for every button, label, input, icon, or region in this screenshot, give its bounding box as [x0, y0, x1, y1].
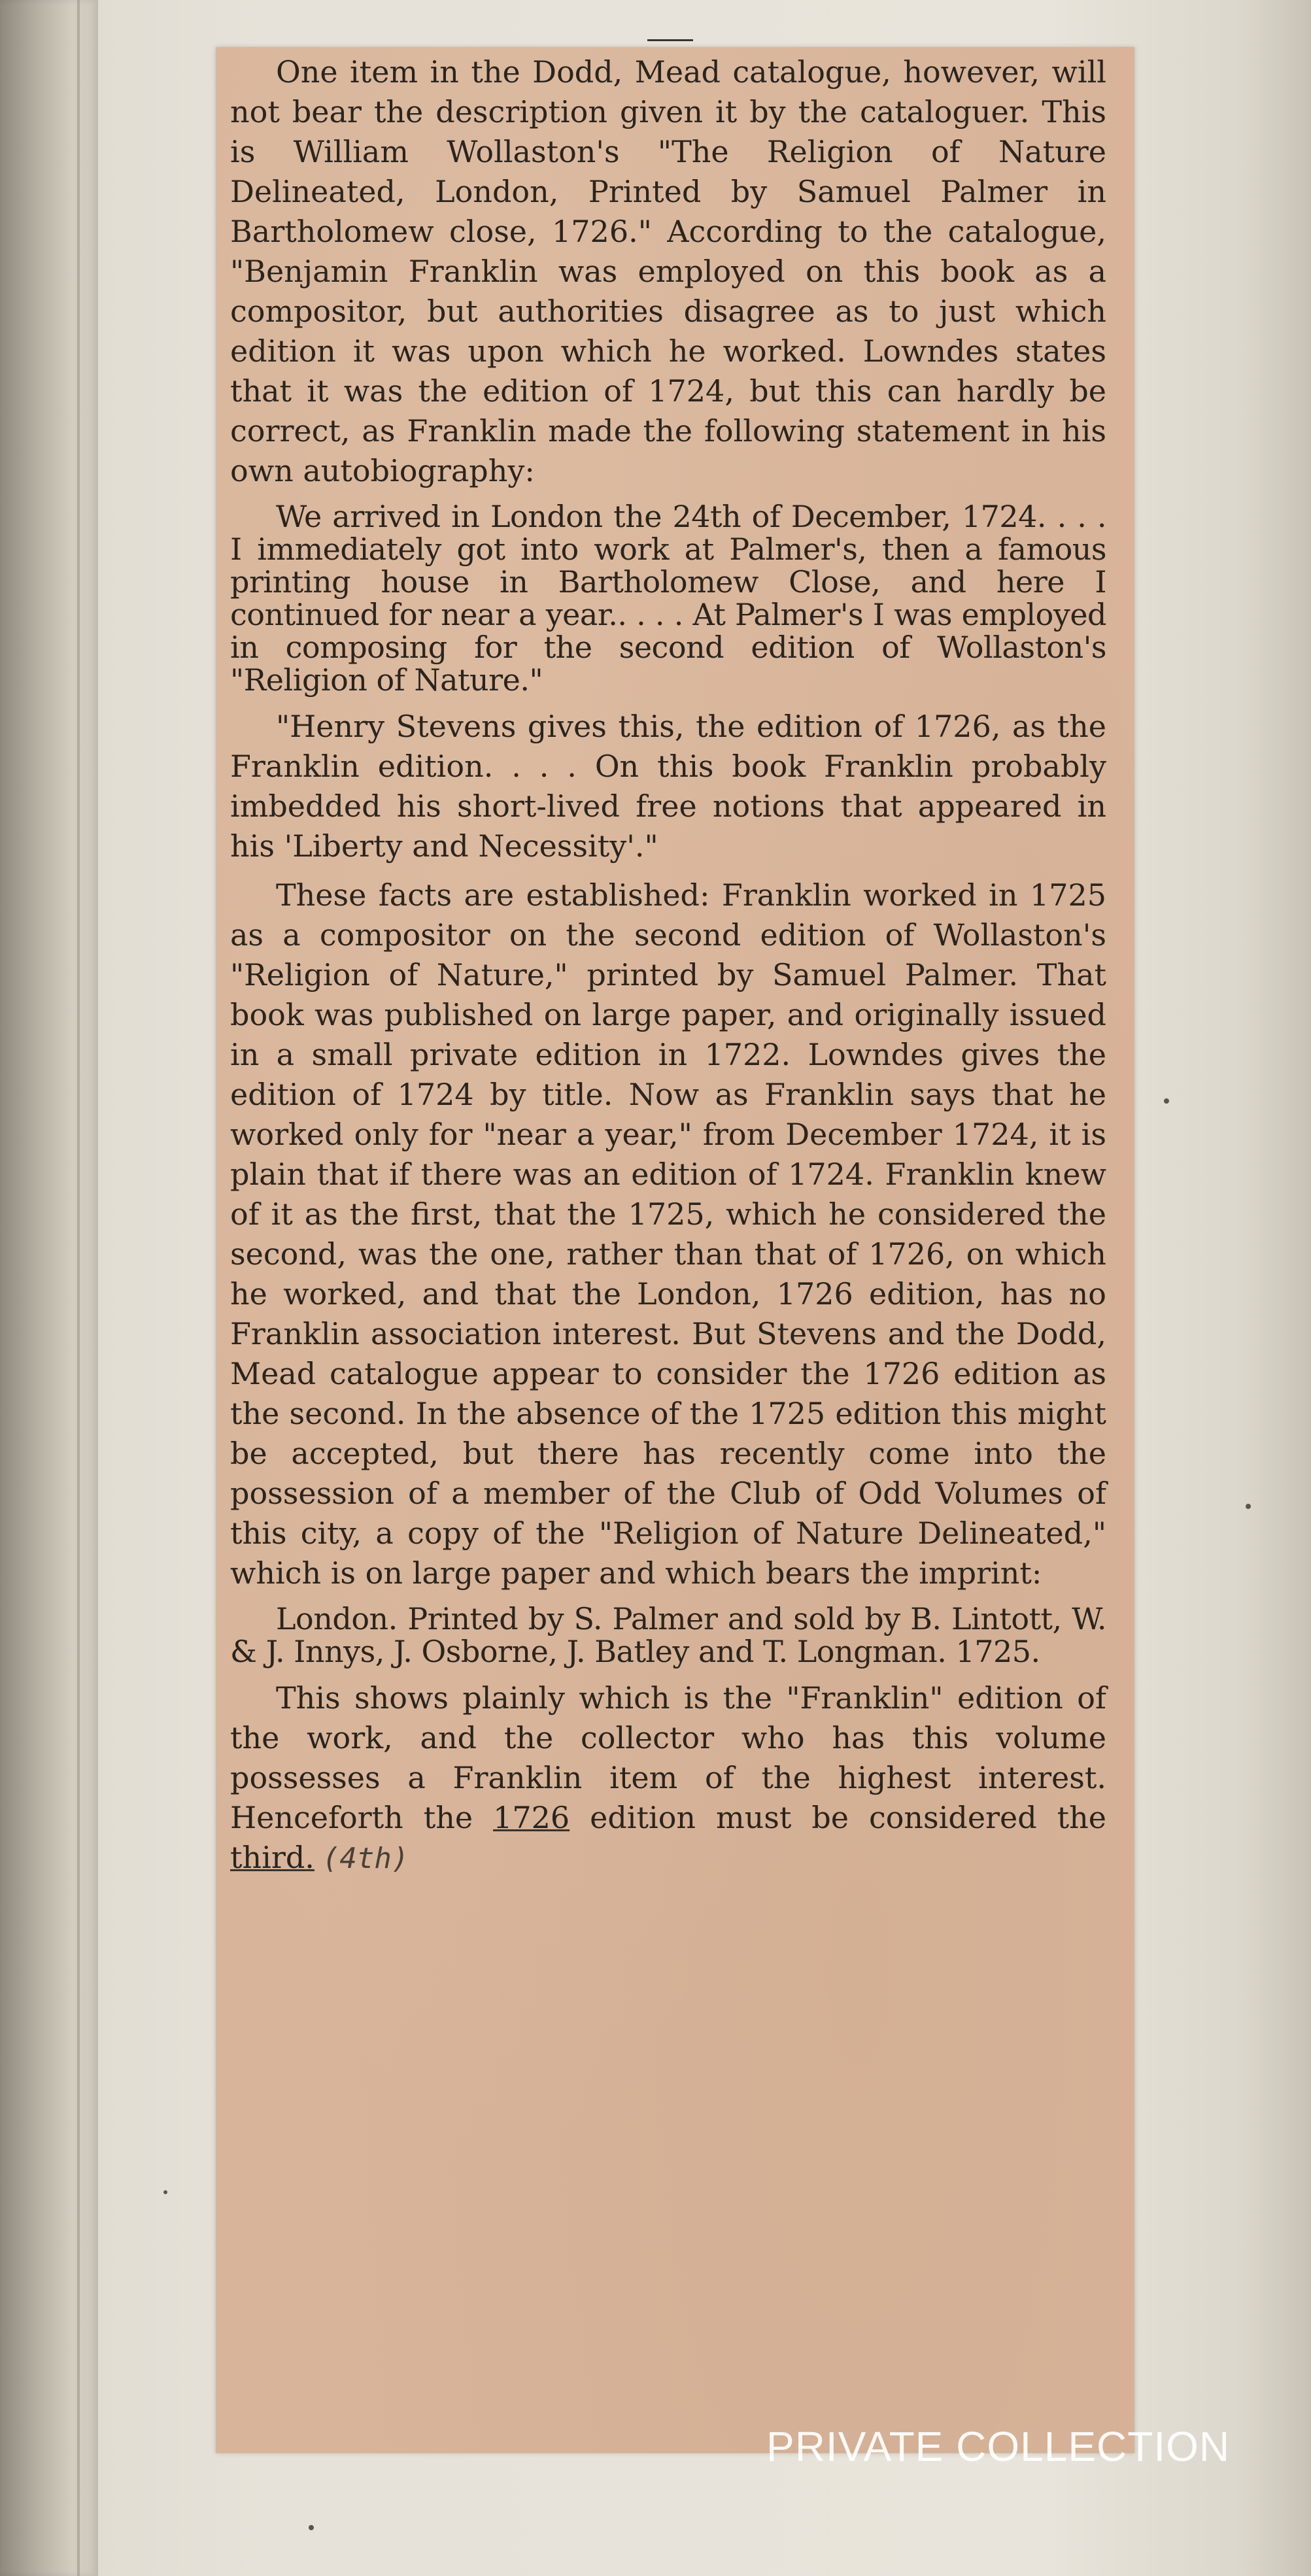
underlined-year: 1726: [493, 1800, 570, 1835]
paragraph-facts: These facts are established: Franklin worked in 1725 as a compositor on the second edition of Wollaston's "Religion of Nature," printed by Samuel Palmer. That book was published on large paper, and originally issued in a small private edition in 1722. Lowndes gives the edition of 1724 by title. Now as Franklin says that he worked only for "near a year," from December 1724, it is plain that if there was an edition of 1724. Franklin knew of it as the first, that the 1725, which he considered the second, was the one, rather than that of 1726, on which he worked, and that the London, 1726 edition, has no Franklin association interest. But Stevens and the Dodd, Mead catalogue appear to consider the 1726 edition as the second. In the absence of the 1725 edition this might be accepted, but there has recently come into the possession of a member of the Club of Odd Volumes of this city, a copy of the "Religion of Nature Delineated," which is on large paper and which bears the imprint:: [230, 877, 1106, 1591]
final-word: third.: [230, 1840, 315, 1875]
book-page-edge: [0, 0, 98, 2576]
paragraph-stevens: "Henry Stevens gives this, the edition of 1726, as the Franklin edition. . . . On this book Franklin probably imbedded his short-lived free notions that appeared in his 'Liberty and Necessity'.": [230, 709, 1106, 864]
watermark-text: PRIVATE COLLECTION: [766, 2423, 1231, 2470]
page-fold-line: [77, 0, 80, 2576]
paper-speck: [163, 2190, 167, 2194]
paragraph-conclusion: [230, 1678, 1106, 1878]
conclusion-middle: edition must be considered the: [570, 1800, 1107, 1835]
clipping-text: [230, 52, 1106, 1888]
quote-imprint: London. Printed by S. Palmer and sold by B. Lintott, W. & J. Innys, J. Osborne, J. Batley and T. Longman. 1725.: [230, 1601, 1106, 1669]
paper-speck: [1246, 1504, 1251, 1509]
clipping-top-mark: [647, 39, 693, 41]
quote-autobiography: We arrived in London the 24th of December, 1724. . . . I immediately got into work at Palmer's, then a famous printing house in Bartholomew Close, and here I continued for near a year.. . . . At Palmer's I was employed in composing for the second edition of Wollaston's "Religion of Nature.": [230, 499, 1106, 698]
paper-speck: [309, 2525, 314, 2530]
handwritten-note: (4th): [322, 1842, 409, 1875]
paragraph-intro: One item in the Dodd, Mead catalogue, however, will not bear the description given it by the cataloguer. This is William Wollaston's "The Religion of Nature Delineated, London, Printed by Samuel Palmer in Bartholomew close, 1726." According to the catalogue, "Benjamin Franklin was employed on this book as a compositor, but authorities disagree as to just which edition it was upon which he worked. Lowndes states that it was the edition of 1724, but this can hardly be correct, as Franklin made the following statement in his own autobiography:: [230, 54, 1106, 488]
paper-speck: [1164, 1098, 1169, 1104]
conclusion-text: This shows plainly which is the "Franklin" edition of the work, and the collector who has this volume possesses a Franklin item of the highest interest. Henceforth the: [230, 1680, 1106, 1835]
